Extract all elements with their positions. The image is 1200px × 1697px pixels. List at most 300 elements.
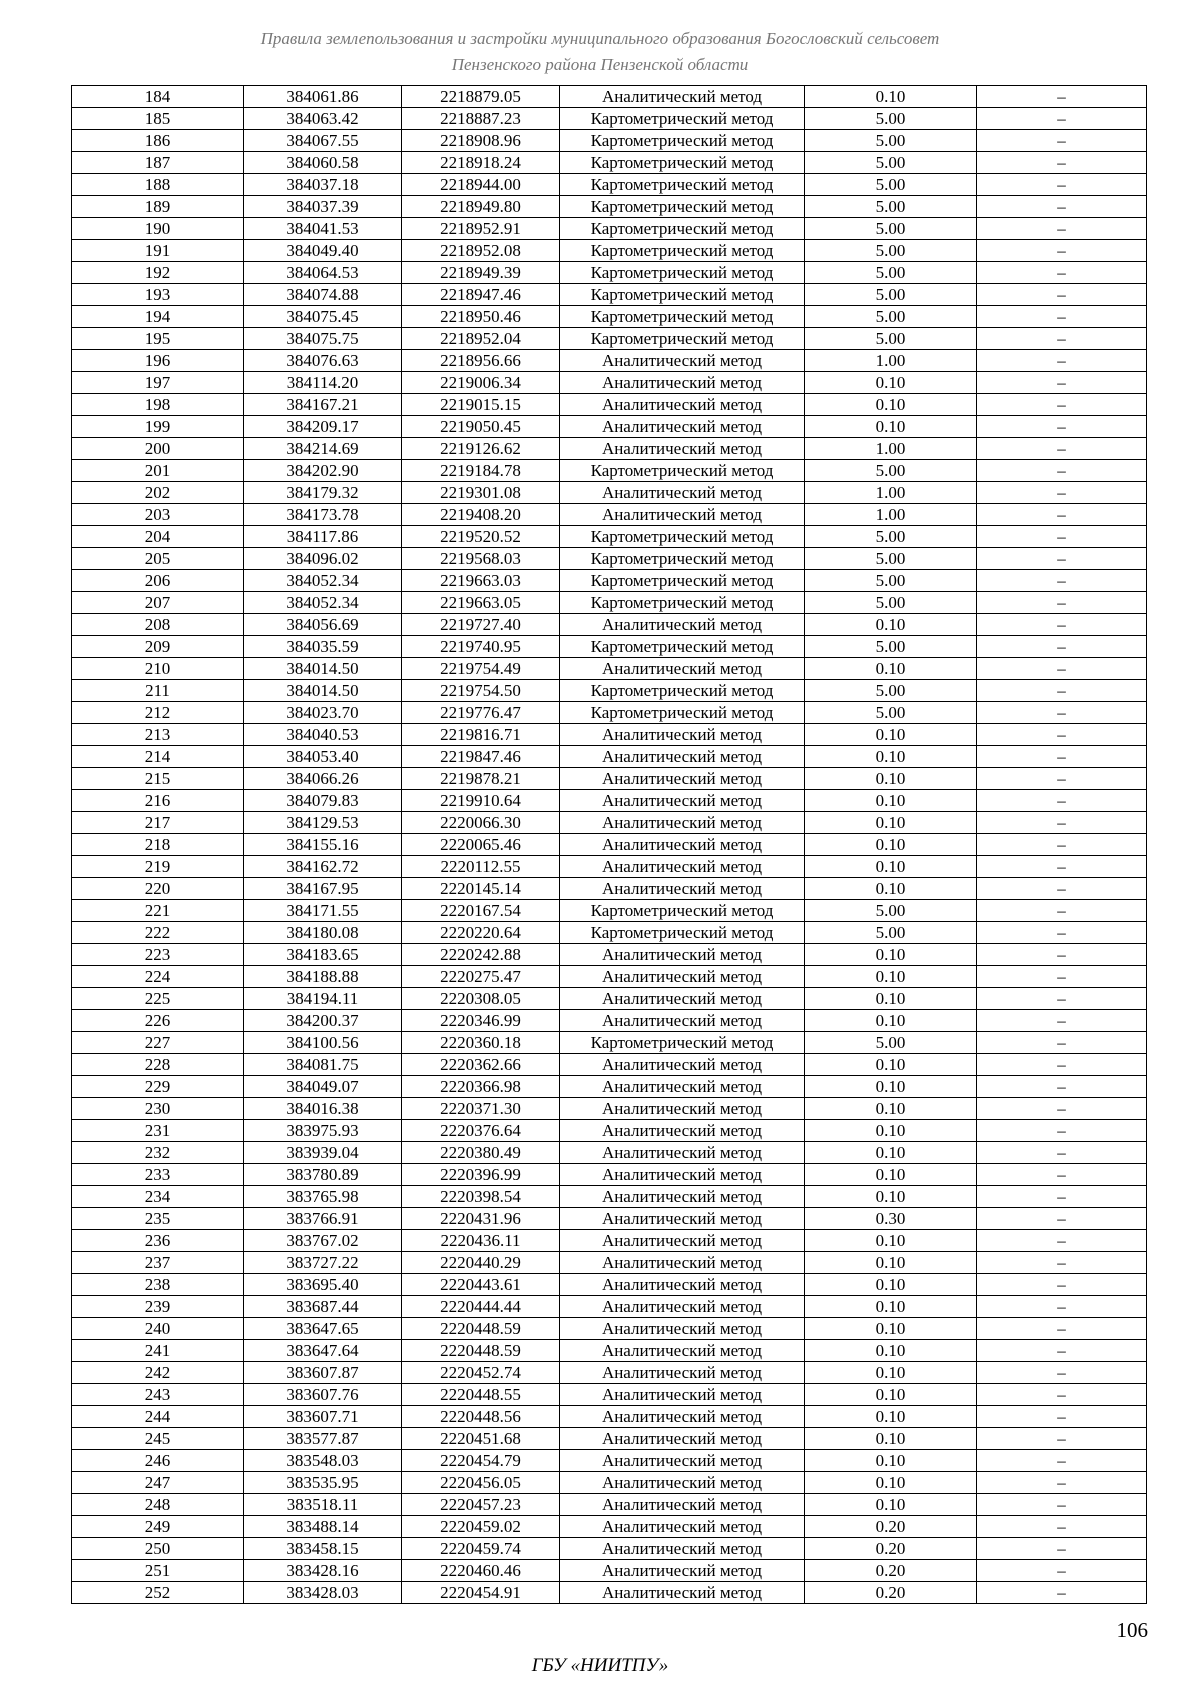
x-coordinate-cell: 384200.37 [244,1010,402,1032]
header-line-2: Пензенского района Пензенской области [451,55,749,74]
table-row [72,460,1147,482]
note-cell: – [977,218,1147,240]
note-cell: – [977,284,1147,306]
table-row [72,1450,1147,1472]
method-cell: Аналитический метод [560,1362,805,1384]
point-number-cell: 236 [72,1230,244,1252]
accuracy-cell: 5.00 [805,702,977,724]
y-coordinate-cell: 2219727.40 [402,614,560,636]
note-cell: – [977,1010,1147,1032]
note-cell: – [977,372,1147,394]
y-coordinate-cell: 2220380.49 [402,1142,560,1164]
point-number-cell: 238 [72,1274,244,1296]
accuracy-cell: 5.00 [805,922,977,944]
point-number-cell: 200 [72,438,244,460]
table-row [72,944,1147,966]
accuracy-cell: 0.10 [805,1252,977,1274]
method-cell: Аналитический метод [560,614,805,636]
x-coordinate-cell: 383687.44 [244,1296,402,1318]
point-number-cell: 203 [72,504,244,526]
x-coordinate-cell: 384016.38 [244,1098,402,1120]
x-coordinate-cell: 384052.34 [244,570,402,592]
point-number-cell: 199 [72,416,244,438]
x-coordinate-cell: 384167.95 [244,878,402,900]
accuracy-cell: 0.20 [805,1516,977,1538]
table-row [72,834,1147,856]
point-number-cell: 214 [72,746,244,768]
x-coordinate-cell: 384194.11 [244,988,402,1010]
x-coordinate-cell: 383607.87 [244,1362,402,1384]
table-row [72,1560,1147,1582]
point-number-cell: 211 [72,680,244,702]
y-coordinate-cell: 2220448.56 [402,1406,560,1428]
point-number-cell: 216 [72,790,244,812]
note-cell: – [977,1054,1147,1076]
table-row [72,350,1147,372]
note-cell: – [977,240,1147,262]
point-number-cell: 190 [72,218,244,240]
y-coordinate-cell: 2220457.23 [402,1494,560,1516]
x-coordinate-cell: 384037.18 [244,174,402,196]
method-cell: Аналитический метод [560,988,805,1010]
note-cell: – [977,1406,1147,1428]
y-coordinate-cell: 2218949.39 [402,262,560,284]
point-number-cell: 193 [72,284,244,306]
accuracy-cell: 5.00 [805,636,977,658]
method-cell: Картометрический метод [560,636,805,658]
table-row [72,1318,1147,1340]
note-cell: – [977,394,1147,416]
point-number-cell: 251 [72,1560,244,1582]
x-coordinate-cell: 384067.55 [244,130,402,152]
method-cell: Картометрический метод [560,240,805,262]
point-number-cell: 239 [72,1296,244,1318]
x-coordinate-cell: 384081.75 [244,1054,402,1076]
method-cell: Картометрический метод [560,218,805,240]
table-row [72,1274,1147,1296]
method-cell: Картометрический метод [560,680,805,702]
note-cell: – [977,1120,1147,1142]
accuracy-cell: 0.10 [805,1076,977,1098]
method-cell: Аналитический метод [560,1428,805,1450]
x-coordinate-cell: 384053.40 [244,746,402,768]
note-cell: – [977,108,1147,130]
accuracy-cell: 5.00 [805,328,977,350]
point-number-cell: 226 [72,1010,244,1032]
accuracy-cell: 5.00 [805,174,977,196]
y-coordinate-cell: 2219568.03 [402,548,560,570]
x-coordinate-cell: 384023.70 [244,702,402,724]
y-coordinate-cell: 2220308.05 [402,988,560,1010]
point-number-cell: 209 [72,636,244,658]
note-cell: – [977,570,1147,592]
point-number-cell: 252 [72,1582,244,1604]
table-row [72,130,1147,152]
x-coordinate-cell: 383767.02 [244,1230,402,1252]
accuracy-cell: 5.00 [805,240,977,262]
accuracy-cell: 0.10 [805,724,977,746]
accuracy-cell: 5.00 [805,570,977,592]
table-row [72,1054,1147,1076]
accuracy-cell: 5.00 [805,526,977,548]
note-cell: – [977,460,1147,482]
table-row [72,548,1147,570]
accuracy-cell: 5.00 [805,1032,977,1054]
x-coordinate-cell: 384075.75 [244,328,402,350]
x-coordinate-cell: 384209.17 [244,416,402,438]
method-cell: Аналитический метод [560,1384,805,1406]
point-number-cell: 212 [72,702,244,724]
y-coordinate-cell: 2220220.64 [402,922,560,944]
method-cell: Картометрический метод [560,526,805,548]
note-cell: – [977,1560,1147,1582]
x-coordinate-cell: 383975.93 [244,1120,402,1142]
table-row [72,196,1147,218]
accuracy-cell: 5.00 [805,262,977,284]
accuracy-cell: 0.10 [805,1054,977,1076]
x-coordinate-cell: 384162.72 [244,856,402,878]
x-coordinate-cell: 383727.22 [244,1252,402,1274]
table-row [72,702,1147,724]
accuracy-cell: 1.00 [805,350,977,372]
note-cell: – [977,1142,1147,1164]
table-row [72,1296,1147,1318]
accuracy-cell: 1.00 [805,438,977,460]
point-number-cell: 246 [72,1450,244,1472]
table-row [72,372,1147,394]
table-row [72,526,1147,548]
y-coordinate-cell: 2220443.61 [402,1274,560,1296]
x-coordinate-cell: 384066.26 [244,768,402,790]
table-row [72,812,1147,834]
accuracy-cell: 0.10 [805,1120,977,1142]
x-coordinate-cell: 383535.95 [244,1472,402,1494]
x-coordinate-cell: 384188.88 [244,966,402,988]
x-coordinate-cell: 384117.86 [244,526,402,548]
point-number-cell: 198 [72,394,244,416]
y-coordinate-cell: 2219006.34 [402,372,560,394]
table-row [72,1142,1147,1164]
x-coordinate-cell: 383518.11 [244,1494,402,1516]
point-number-cell: 194 [72,306,244,328]
accuracy-cell: 0.10 [805,1384,977,1406]
y-coordinate-cell: 2220396.99 [402,1164,560,1186]
table-row [72,1472,1147,1494]
y-coordinate-cell: 2220376.64 [402,1120,560,1142]
note-cell: – [977,878,1147,900]
coordinates-table [71,85,1147,1604]
method-cell: Аналитический метод [560,1516,805,1538]
point-number-cell: 191 [72,240,244,262]
y-coordinate-cell: 2219050.45 [402,416,560,438]
accuracy-cell: 0.10 [805,658,977,680]
note-cell: – [977,130,1147,152]
table-row [72,966,1147,988]
table-row [72,1494,1147,1516]
x-coordinate-cell: 384183.65 [244,944,402,966]
accuracy-cell: 1.00 [805,504,977,526]
x-coordinate-cell: 383647.65 [244,1318,402,1340]
accuracy-cell: 0.10 [805,966,977,988]
y-coordinate-cell: 2218918.24 [402,152,560,174]
accuracy-cell: 5.00 [805,284,977,306]
accuracy-cell: 5.00 [805,900,977,922]
method-cell: Аналитический метод [560,1494,805,1516]
note-cell: – [977,152,1147,174]
x-coordinate-cell: 383647.64 [244,1340,402,1362]
note-cell: – [977,1516,1147,1538]
point-number-cell: 185 [72,108,244,130]
x-coordinate-cell: 384155.16 [244,834,402,856]
method-cell: Картометрический метод [560,130,805,152]
note-cell: – [977,1582,1147,1604]
note-cell: – [977,174,1147,196]
table-row [72,636,1147,658]
x-coordinate-cell: 384056.69 [244,614,402,636]
method-cell: Аналитический метод [560,1274,805,1296]
method-cell: Аналитический метод [560,1142,805,1164]
x-coordinate-cell: 384063.42 [244,108,402,130]
table-row [72,1252,1147,1274]
note-cell: – [977,944,1147,966]
x-coordinate-cell: 383607.76 [244,1384,402,1406]
accuracy-cell: 0.10 [805,856,977,878]
y-coordinate-cell: 2220398.54 [402,1186,560,1208]
point-number-cell: 197 [72,372,244,394]
x-coordinate-cell: 384171.55 [244,900,402,922]
note-cell: – [977,1164,1147,1186]
table-row [72,416,1147,438]
point-number-cell: 222 [72,922,244,944]
method-cell: Аналитический метод [560,1120,805,1142]
y-coordinate-cell: 2219878.21 [402,768,560,790]
table-row [72,878,1147,900]
table-row [72,680,1147,702]
point-number-cell: 245 [72,1428,244,1450]
table-row [72,592,1147,614]
accuracy-cell: 0.10 [805,1362,977,1384]
note-cell: – [977,812,1147,834]
method-cell: Картометрический метод [560,570,805,592]
x-coordinate-cell: 384100.56 [244,1032,402,1054]
point-number-cell: 229 [72,1076,244,1098]
note-cell: – [977,1494,1147,1516]
note-cell: – [977,790,1147,812]
accuracy-cell: 0.10 [805,988,977,1010]
y-coordinate-cell: 2220440.29 [402,1252,560,1274]
point-number-cell: 244 [72,1406,244,1428]
x-coordinate-cell: 384041.53 [244,218,402,240]
point-number-cell: 219 [72,856,244,878]
note-cell: – [977,702,1147,724]
accuracy-cell: 0.20 [805,1538,977,1560]
y-coordinate-cell: 2218952.08 [402,240,560,262]
method-cell: Аналитический метод [560,856,805,878]
table-row [72,790,1147,812]
point-number-cell: 234 [72,1186,244,1208]
y-coordinate-cell: 2219740.95 [402,636,560,658]
accuracy-cell: 0.10 [805,1296,977,1318]
note-cell: – [977,482,1147,504]
point-number-cell: 225 [72,988,244,1010]
table-row [72,218,1147,240]
accuracy-cell: 0.10 [805,86,977,108]
accuracy-cell: 0.10 [805,1318,977,1340]
point-number-cell: 249 [72,1516,244,1538]
table-row [72,1384,1147,1406]
x-coordinate-cell: 383780.89 [244,1164,402,1186]
point-number-cell: 208 [72,614,244,636]
note-cell: – [977,1450,1147,1472]
accuracy-cell: 0.10 [805,1428,977,1450]
y-coordinate-cell: 2220452.74 [402,1362,560,1384]
point-number-cell: 221 [72,900,244,922]
point-number-cell: 210 [72,658,244,680]
table-row [72,240,1147,262]
point-number-cell: 205 [72,548,244,570]
table-row [72,438,1147,460]
point-number-cell: 223 [72,944,244,966]
point-number-cell: 218 [72,834,244,856]
x-coordinate-cell: 384076.63 [244,350,402,372]
note-cell: – [977,306,1147,328]
point-number-cell: 195 [72,328,244,350]
method-cell: Аналитический метод [560,372,805,394]
method-cell: Картометрический метод [560,174,805,196]
method-cell: Аналитический метод [560,438,805,460]
point-number-cell: 204 [72,526,244,548]
accuracy-cell: 0.10 [805,1450,977,1472]
point-number-cell: 206 [72,570,244,592]
note-cell: – [977,592,1147,614]
y-coordinate-cell: 2219520.52 [402,526,560,548]
method-cell: Аналитический метод [560,790,805,812]
method-cell: Аналитический метод [560,878,805,900]
method-cell: Картометрический метод [560,922,805,944]
y-coordinate-cell: 2218879.05 [402,86,560,108]
method-cell: Аналитический метод [560,1230,805,1252]
method-cell: Аналитический метод [560,1582,805,1604]
point-number-cell: 247 [72,1472,244,1494]
point-number-cell: 207 [72,592,244,614]
accuracy-cell: 0.10 [805,768,977,790]
point-number-cell: 201 [72,460,244,482]
y-coordinate-cell: 2220065.46 [402,834,560,856]
note-cell: – [977,1274,1147,1296]
note-cell: – [977,680,1147,702]
x-coordinate-cell: 384014.50 [244,658,402,680]
page-footer: ГБУ «НИИТПУ» [531,1655,669,1676]
x-coordinate-cell: 383939.04 [244,1142,402,1164]
y-coordinate-cell: 2218952.91 [402,218,560,240]
note-cell: – [977,1186,1147,1208]
x-coordinate-cell: 383607.71 [244,1406,402,1428]
y-coordinate-cell: 2220451.68 [402,1428,560,1450]
method-cell: Картометрический метод [560,262,805,284]
accuracy-cell: 5.00 [805,108,977,130]
point-number-cell: 240 [72,1318,244,1340]
note-cell: – [977,922,1147,944]
y-coordinate-cell: 2219816.71 [402,724,560,746]
x-coordinate-cell: 384040.53 [244,724,402,746]
table-row [72,1340,1147,1362]
accuracy-cell: 0.10 [805,746,977,768]
table-row [72,284,1147,306]
point-number-cell: 227 [72,1032,244,1054]
x-coordinate-cell: 384202.90 [244,460,402,482]
table-row [72,1230,1147,1252]
method-cell: Аналитический метод [560,1076,805,1098]
x-coordinate-cell: 384037.39 [244,196,402,218]
note-cell: – [977,1252,1147,1274]
x-coordinate-cell: 384167.21 [244,394,402,416]
y-coordinate-cell: 2220242.88 [402,944,560,966]
method-cell: Аналитический метод [560,504,805,526]
method-cell: Аналитический метод [560,724,805,746]
method-cell: Картометрический метод [560,1032,805,1054]
x-coordinate-cell: 384061.86 [244,86,402,108]
point-number-cell: 184 [72,86,244,108]
x-coordinate-cell: 384180.08 [244,922,402,944]
y-coordinate-cell: 2220459.02 [402,1516,560,1538]
table-row [72,1032,1147,1054]
method-cell: Картометрический метод [560,328,805,350]
method-cell: Аналитический метод [560,416,805,438]
table-row [72,1076,1147,1098]
method-cell: Аналитический метод [560,1010,805,1032]
y-coordinate-cell: 2220066.30 [402,812,560,834]
x-coordinate-cell: 384079.83 [244,790,402,812]
point-number-cell: 196 [72,350,244,372]
method-cell: Аналитический метод [560,1296,805,1318]
method-cell: Картометрический метод [560,460,805,482]
note-cell: – [977,1076,1147,1098]
page-number: 106 [1116,1618,1148,1642]
method-cell: Аналитический метод [560,1164,805,1186]
point-number-cell: 237 [72,1252,244,1274]
x-coordinate-cell: 384035.59 [244,636,402,658]
x-coordinate-cell: 384214.69 [244,438,402,460]
y-coordinate-cell: 2219910.64 [402,790,560,812]
method-cell: Аналитический метод [560,944,805,966]
point-number-cell: 231 [72,1120,244,1142]
accuracy-cell: 0.20 [805,1560,977,1582]
method-cell: Аналитический метод [560,768,805,790]
x-coordinate-cell: 384179.32 [244,482,402,504]
method-cell: Аналитический метод [560,86,805,108]
table-row [72,152,1147,174]
accuracy-cell: 0.10 [805,1010,977,1032]
x-coordinate-cell: 384064.53 [244,262,402,284]
note-cell: – [977,526,1147,548]
method-cell: Картометрический метод [560,306,805,328]
accuracy-cell: 0.10 [805,1494,977,1516]
note-cell: – [977,1098,1147,1120]
accuracy-cell: 5.00 [805,592,977,614]
page-header [0,26,1200,78]
accuracy-cell: 0.10 [805,944,977,966]
table-row [72,1010,1147,1032]
note-cell: – [977,614,1147,636]
y-coordinate-cell: 2220366.98 [402,1076,560,1098]
y-coordinate-cell: 2218952.04 [402,328,560,350]
y-coordinate-cell: 2220444.44 [402,1296,560,1318]
note-cell: – [977,966,1147,988]
table-row [72,262,1147,284]
point-number-cell: 232 [72,1142,244,1164]
table-row [72,504,1147,526]
note-cell: – [977,1230,1147,1252]
